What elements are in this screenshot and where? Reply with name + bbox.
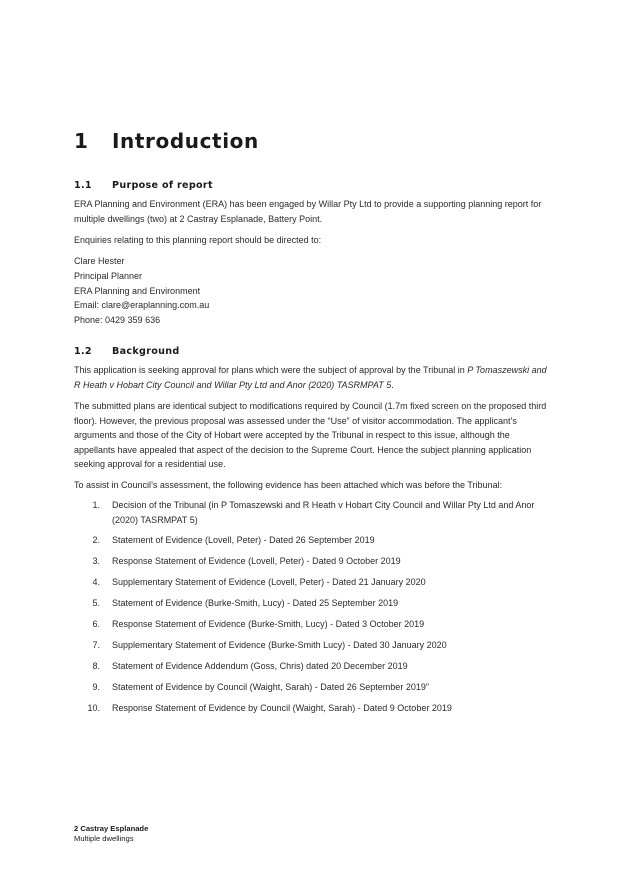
contact-role: Principal Planner [74, 270, 143, 281]
evidence-list [74, 498, 552, 722]
list-item-text: Statement of Evidence (Burke-Smith, Lucy) - Dated 25 September 2019 [112, 597, 399, 608]
list-item-text: Response Statement of Evidence (Lovell, Peter) - Dated 9 October 2019 [112, 555, 401, 566]
background-text: This application is seeking approval for plans which were the subject of approval by the Tribunal in [74, 365, 468, 375]
footer-subtitle: Multiple dwellings [74, 834, 134, 843]
evidence-list-item [74, 575, 552, 590]
chapter-heading [74, 129, 259, 153]
list-item-number: 9. [92, 681, 100, 692]
evidence-list-item [74, 680, 552, 695]
contact-email: Email: clare@eraplanning.com.au [74, 300, 210, 311]
section-number: 1.1 [74, 180, 92, 191]
background-paragraph-2: The submitted plans are identical subject to modifications required by Council (1.7m fixed screen on the proposed third floor). However, the previous proposal was assessed under the “Use” of visitor accommodation. The applicant’s arguments and those of the City of Hobart were accepted by the Tribunal in respect to this issue, although the appellants have appealed that aspect of the decision to the Supreme Court. Hence the subject planning application seeking approval for a residential use. [74, 401, 547, 470]
list-item-number: 10. [87, 702, 100, 713]
evidence-list-item [74, 596, 552, 611]
list-item-number: 5. [92, 597, 100, 608]
evidence-list-item [74, 638, 552, 653]
list-item-number: 6. [92, 618, 100, 629]
purpose-paragraph: ERA Planning and Environment (ERA) has been engaged by Willar Pty Ltd to provide a supporting planning report for multiple dwellings (two) at 2 Castray Esplanade, Battery Point. [74, 199, 542, 224]
enquiries-paragraph: Enquiries relating to this planning report should be directed to: [74, 235, 322, 245]
list-item-text: Supplementary Statement of Evidence (Lovell, Peter) - Dated 21 January 2020 [112, 576, 426, 587]
background-text-end: . [391, 379, 394, 390]
background-paragraph-3: To assist in Council’s assessment, the following evidence has been attached which was before the Tribunal: [74, 480, 503, 490]
list-item-number: 7. [92, 639, 100, 650]
page-footer [74, 824, 148, 844]
list-item-text: Response Statement of Evidence (Burke-Smith, Lucy) - Dated 3 October 2019 [112, 618, 425, 629]
list-item-number: 3. [92, 555, 100, 566]
contact-phone: Phone: 0429 359 636 [74, 315, 161, 326]
list-item-number: 2. [92, 534, 100, 545]
list-item-text: Response Statement of Evidence by Council (Waight, Sarah) - Dated 9 October 2019 [112, 702, 452, 713]
section-number: 1.2 [74, 346, 92, 357]
evidence-list-item [74, 617, 552, 632]
list-item-text: Supplementary Statement of Evidence (Burke-Smith Lucy) - Dated 30 January 2020 [112, 639, 447, 650]
evidence-list-item [74, 498, 552, 527]
section-heading-purpose [74, 180, 213, 191]
evidence-list-item [74, 659, 552, 674]
background-paragraph-1 [74, 363, 552, 392]
list-item-text: Statement of Evidence Addendum (Goss, Chris) dated 20 December 2019 [112, 660, 408, 671]
section-heading-background [74, 346, 180, 357]
list-item-text: Statement of Evidence (Lovell, Peter) - Dated 26 September 2019 [112, 534, 375, 545]
section-title: Background [112, 346, 180, 357]
evidence-list-item [74, 554, 552, 569]
list-item-number: 8. [92, 660, 100, 671]
chapter-number: 1 [74, 129, 89, 153]
list-item-number: 1. [92, 500, 100, 510]
contact-name: Clare Hester [74, 256, 125, 266]
case-citation: P Tomaszewski and R Heath v Hobart City Council and Willar Pty Ltd and Anor (2020) TASRMPAT 5 [74, 365, 547, 390]
evidence-list-item [74, 701, 552, 716]
footer-address: 2 Castray Esplanade [74, 824, 149, 833]
evidence-list-item [74, 533, 552, 548]
contact-block [74, 254, 209, 328]
chapter-title: Introduction [112, 129, 259, 153]
section-title: Purpose of report [112, 180, 213, 191]
list-item-number: 4. [92, 576, 100, 587]
list-item-text: Decision of the Tribunal (in P Tomaszewski and R Heath v Hobart City Council and Willar Pty Ltd and Anor (2020) TASRMPAT 5) [112, 500, 535, 525]
list-item-text: Statement of Evidence by Council (Waight, Sarah) - Dated 26 September 2019” [112, 681, 429, 692]
contact-org: ERA Planning and Environment [74, 285, 201, 296]
